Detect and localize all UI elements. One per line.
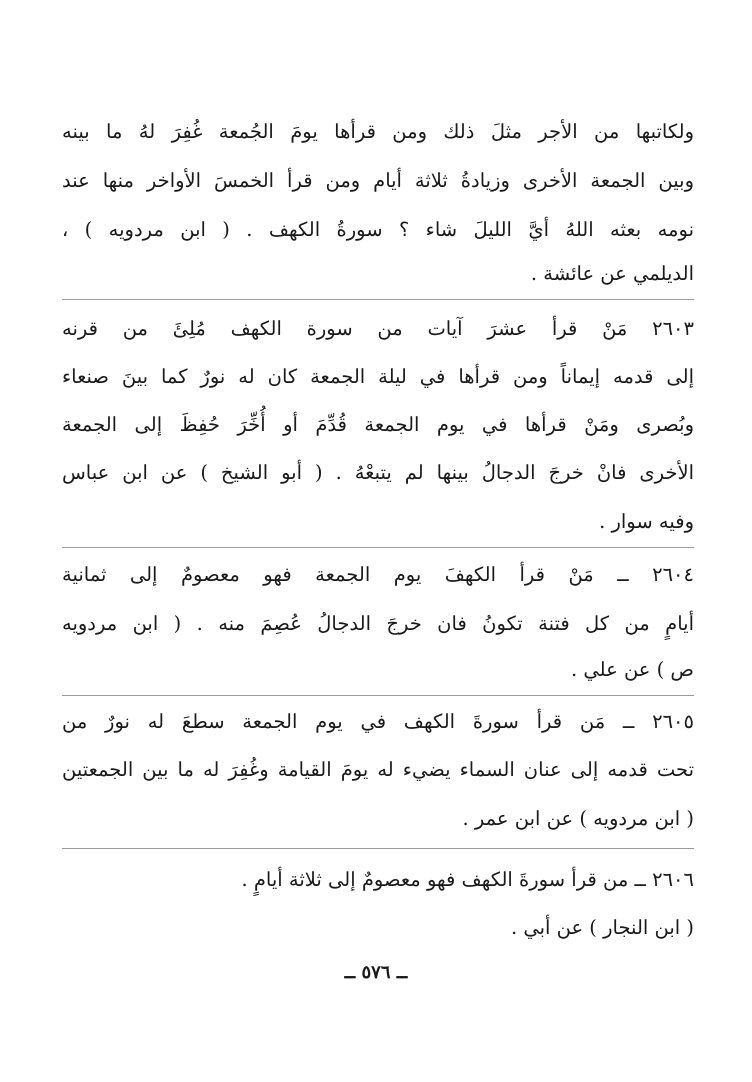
entry-0-line-0: ولكاتبها من الأجر مثلَ ذلك ومن قرأها يومَ الجُمعة غُفِرَ لهُ ما بينه [62,120,694,143]
entry-2-line-2: ص ) عن علي . [571,658,694,681]
entry-1-line-3: الأخرى فانْ خرجَ الدجالُ بينها لم يتبعْهُ . ( أبو الشيخ ) عن ابن عباس [62,461,694,484]
entry-2-line-1: أيامٍ من كل فتنة تكونُ فان خرجَ الدجالُ عُصِمَ منه . ( ابن مردويه [62,612,694,635]
section-divider [62,695,694,696]
entry-4-line-1: ( ابن النجار ) عن أبي . [510,916,694,939]
entry-1-line-1: إلى قدمه إيماناً ومن قرأها في ليلة الجمعة كان له نورٌ كما بينَ صنعاء [62,365,694,388]
section-divider [62,848,694,849]
entry-3-line-2: ( ابن مردويه ) عن ابن عمر . [462,807,694,830]
section-divider [62,547,694,548]
entry-3-line-0: ٢٦٠٥ ــ مَن قرأ سورةَ الكهف في يوم الجمعة سطعَ له نورٌ من [62,710,694,733]
entry-0-line-1: وبين الجمعة الأخرى وزيادةُ ثلاثة أيام ومن قرأ الخمسَ الأواخر منها عند [62,169,694,192]
page-number: ــ ٥٧٦ ــ [344,962,408,983]
entry-1-line-2: وبُصرى ومَنْ قرأها في يوم الجمعة قُدِّمَ أو أُخِّرَ حُفِظَ إلى الجمعة [62,413,694,436]
entry-0-line-3: الديلمي عن عائشة . [530,262,694,285]
entry-1-line-4: وفيه سوار . [599,510,694,533]
entry-1-line-0: ٢٦٠٣ مَنْ قرأ عشرَ آيات من سورة الكهف مُلِئَ من قرنه [62,317,694,340]
entry-2-line-0: ٢٦٠٤ ــ مَنْ قرأ الكهفَ يوم الجمعة فهو معصومٌ إلى ثمانية [62,563,694,586]
entry-3-line-1: تحت قدمه إلى عنان السماء يضيء له يومَ القيامة وغُفِرَ له ما بين الجمعتين [62,758,694,781]
entry-4-line-0: ٢٦٠٦ ــ من قرأ سورةَ الكهف فهو معصومٌ إلى ثلاثة أيامٍ . [241,868,694,891]
section-divider [62,299,694,300]
entry-0-line-2: نومه بعثه اللهُ أيَّ الليلَ شاء ؟ سورةُ الكهف . ( ابن مردويه ) ، [62,218,694,241]
